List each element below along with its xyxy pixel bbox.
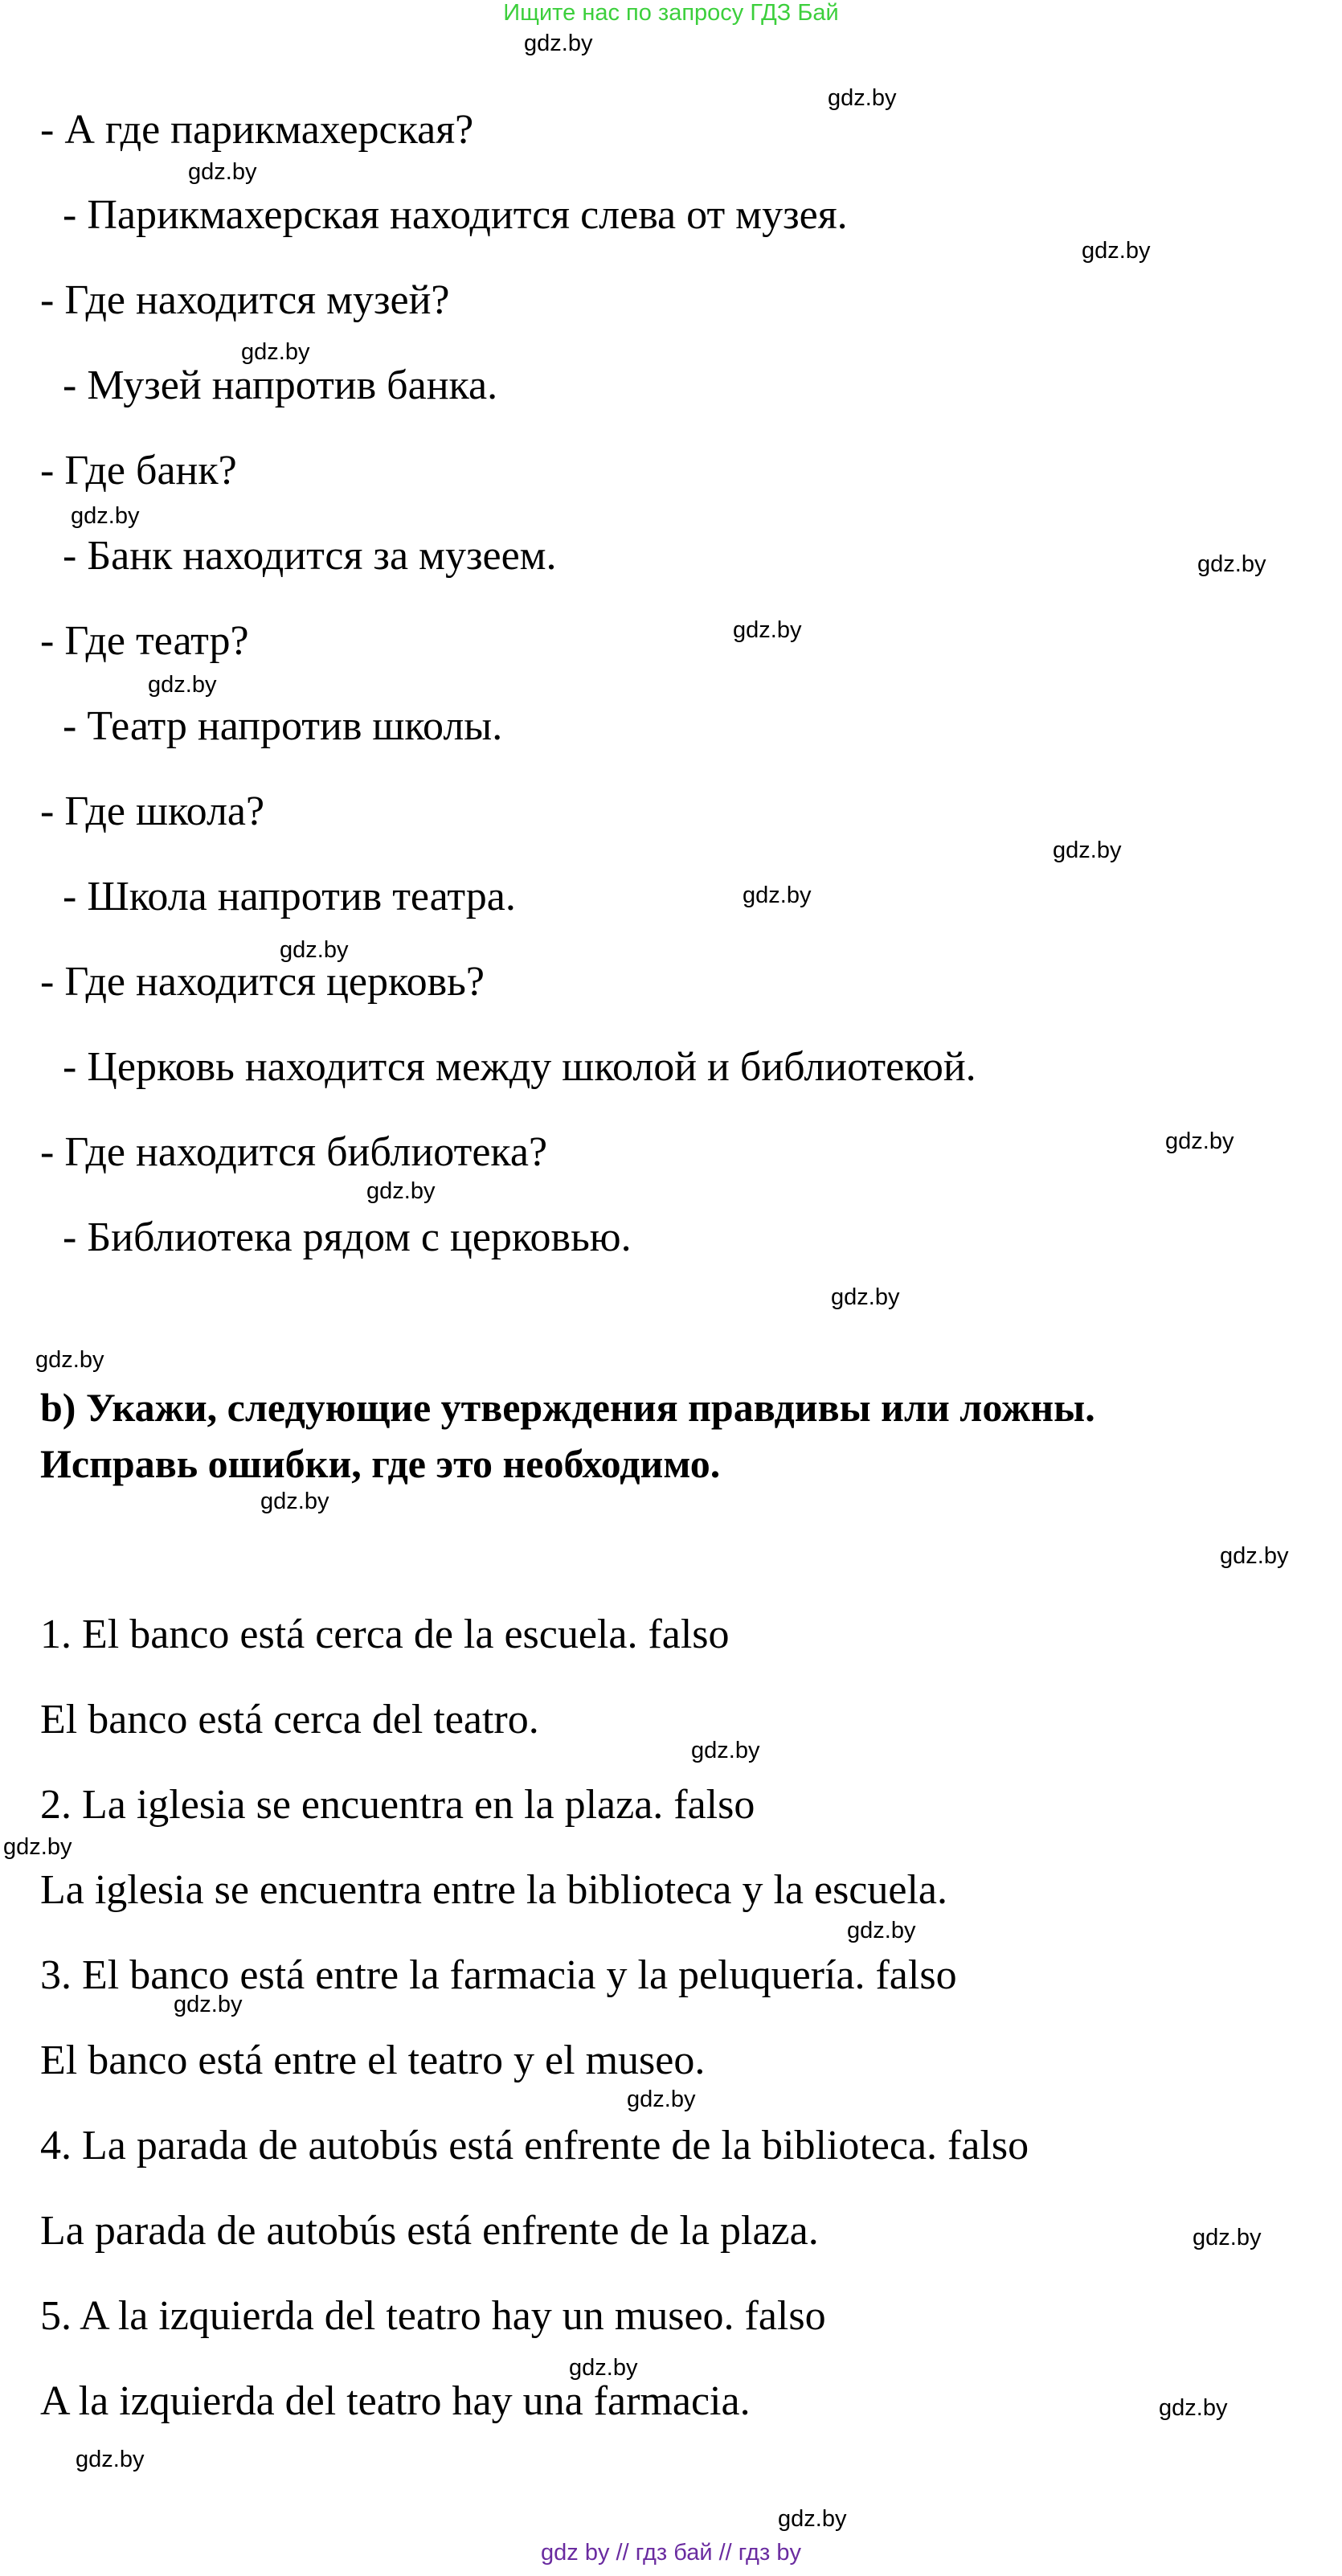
watermark: gdz.by (691, 1738, 760, 1763)
dialogue-line: - А где парикмахерская? (40, 107, 474, 153)
statement-line: La parada de autobús está enfrente de la plaza. (40, 2208, 819, 2254)
watermark: gdz.by (1193, 2225, 1262, 2250)
dialogue-line: - Школа напротив театра. (63, 874, 516, 919)
statement-line: La iglesia se encuentra entre la biblioteca y la escuela. (40, 1867, 947, 1913)
watermark: gdz.by (174, 1992, 243, 2017)
footer-links: gdz by // гдз бай // гдз by (541, 2540, 801, 2566)
dialogue-line: - Театр напротив школы. (63, 703, 503, 749)
watermark: gdz.by (280, 937, 349, 963)
watermark: gdz.by (366, 1178, 436, 1204)
dialogue-line: - Где находится библиотека? (40, 1129, 548, 1175)
task-heading: b) Укажи, следующие утверждения правдивы или ложны. (40, 1385, 1095, 1430)
watermark: gdz.by (524, 31, 593, 56)
watermark: gdz.by (1197, 551, 1266, 577)
watermark: gdz.by (3, 1834, 72, 1860)
statement-line: A la izquierda del teatro hay una farmacia. (40, 2378, 751, 2424)
dialogue-line: - Где находится церковь? (40, 959, 485, 1005)
statement-line: 3. El banco está entre la farmacia y la peluquería. falso (40, 1952, 957, 1998)
watermark: gdz.by (778, 2506, 847, 2532)
dialogue-line: - Парикмахерская находится слева от музея. (63, 192, 848, 238)
watermark: gdz.by (76, 2447, 145, 2472)
dialogue-line: - Где банк? (40, 448, 237, 493)
watermark: gdz.by (1220, 1543, 1289, 1569)
watermark: gdz.by (733, 617, 802, 643)
statement-line: 5. A la izquierda del teatro hay un museo. falso (40, 2293, 826, 2339)
dialogue-line: - Церковь находится между школой и библиотекой. (63, 1044, 976, 1090)
watermark: gdz.by (241, 339, 310, 365)
statement-line: El banco está entre el teatro y el museo. (40, 2037, 706, 2083)
dialogue-line: - Где находится музей? (40, 277, 450, 323)
watermark: gdz.by (831, 1284, 900, 1310)
dialogue-line: - Банк находится за музеем. (63, 533, 557, 579)
watermark: gdz.by (148, 672, 217, 698)
watermark: gdz.by (743, 883, 812, 908)
dialogue-line: - Где школа? (40, 788, 265, 834)
statement-line: 1. El banco está cerca de la escuela. falso (40, 1612, 730, 1657)
watermark: gdz.by (569, 2355, 638, 2381)
watermark: gdz.by (71, 503, 140, 529)
dialogue-line: - Библиотека рядом с церковью. (63, 1214, 632, 1260)
statement-line: 4. La parada de autobús está enfrente de la biblioteca. falso (40, 2123, 1029, 2169)
statement-line: El banco está cerca del teatro. (40, 1697, 539, 1743)
task-heading: Исправь ошибки, где это необходимо. (40, 1441, 721, 1486)
watermark: gdz.by (1165, 1128, 1234, 1154)
watermark: gdz.by (188, 159, 257, 185)
watermark: gdz.by (1053, 838, 1122, 863)
watermark: gdz.by (1159, 2395, 1228, 2421)
watermark: gdz.by (627, 2087, 696, 2112)
watermark: gdz.by (1082, 238, 1151, 264)
watermark: gdz.by (847, 1918, 916, 1943)
watermark: gdz.by (35, 1347, 104, 1373)
search-banner: Ищите нас по запросу ГДЗ Бай (503, 0, 839, 26)
watermark: gdz.by (260, 1489, 329, 1514)
dialogue-line: - Музей напротив банка. (63, 362, 498, 408)
statement-line: 2. La iglesia se encuentra en la plaza. falso (40, 1782, 755, 1828)
watermark: gdz.by (828, 85, 897, 111)
dialogue-line: - Где театр? (40, 618, 249, 664)
